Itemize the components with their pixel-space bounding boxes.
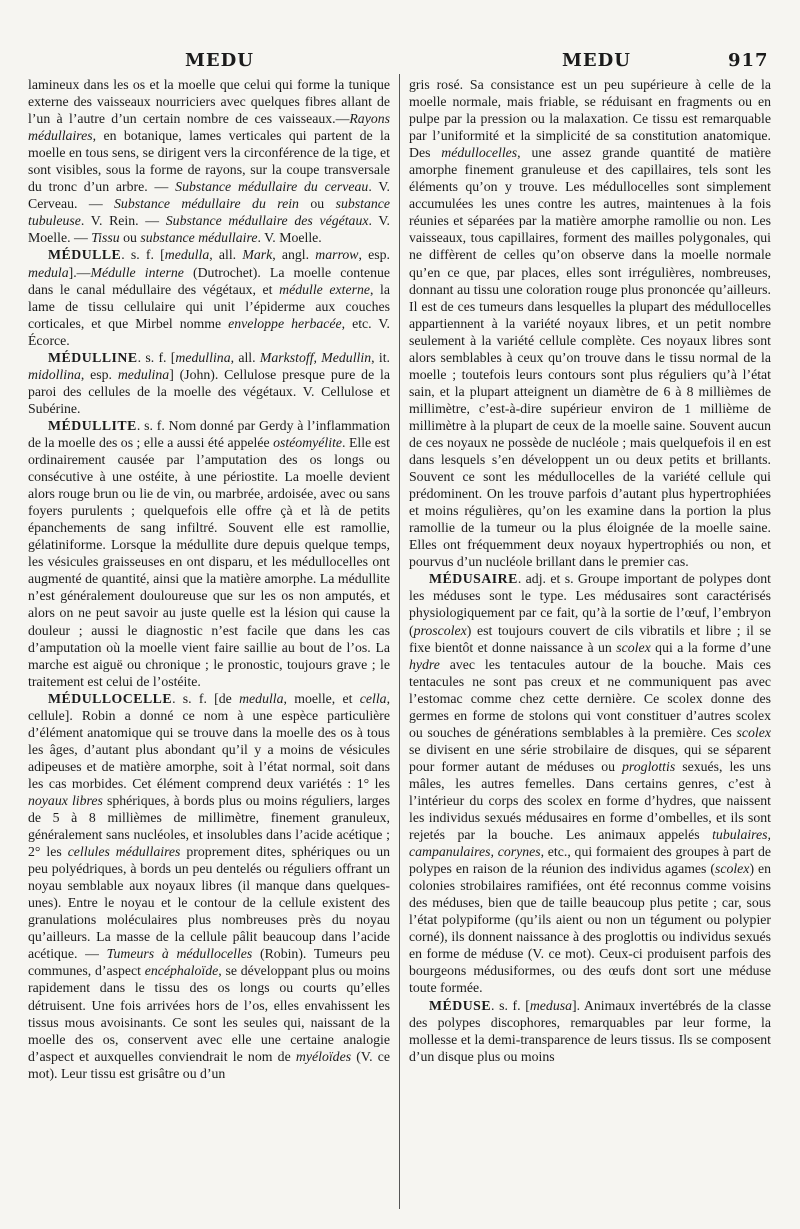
entry-medullocelle: MÉDULLOCELLE. s. f. [de medulla, moelle, et cella, cellule]. Robin a donné ce nom à une espèce particulière d’élément anatomique qui se trouve dans la moelle des os à tous les âges, d’autant plus abondant qu’il y a moins de vésicules adipeuses et de matière amorphe, soit à l’état normal, soit dans les cas morbides. Cet élément comprend deux variétés : 1° les noyaux libres sphériques, à bords plus ou moins réguliers, larges de 5 à 8 millièmes de millimètre, finement granuleux, généralement sans nucléoles, et insolubles dans l’acide acétique ; 2° les cellules médullaires proprement dites, sphériques ou un peu polyédriques, à bords un peu dentelés ou réguliers offrant un noyau semblable aux noyaux libres (il manque dans quelques-unes). Entre le noyau et le contour de la cellule existent des granulations moléculaires plus nombreuses près du noyau qu’ailleurs. La masse de la cellule pâlit beaucoup dans l’acide acétique. — Tumeurs à médullocelles (Robin). Tumeurs peu communes, d’aspect encéphaloïde, se développant plus ou moins rapidement dans le tissu des os longs ou courts qu’elles détruisent. Une fois arrivées hors de l’os, elles envahissent les tissus mous avoisinants. Ce sont les seules qui, naissant de la moelle des os, conservent avec elle une certaine analogie d’aspect et auxquelles conviendrait le nom de myéloïdes (V. ce mot). Leur tissu est grisâtre ou d’un: [28, 690, 391, 1081]
entry-meduse: MÉDUSE. s. f. [medusa]. Animaux invertébrés de la classe des polypes discophores, remarquables par leur forme, la mollesse et la demi-transparence de leurs tissus. Ils se composent d’un disque plus ou moins: [409, 997, 771, 1064]
entry-medulline: MÉDULLINE. s. f. [medullina, all. Markstoff, Medullin, it. midollina, esp. medulina] (John). Cellulose presque pure de la paroi des cellules de la moelle des végétaux. V. Cellulose et Subérine.: [28, 349, 390, 416]
headword: MÉDULLITE: [48, 417, 137, 433]
paragraph-continuation: gris rosé. Sa consistance est un peu supérieure à celle de la moelle normale, mais friable, se réduisant en fragments ou en pulpe par la pression ou la malaxation. Ce tissu est remarquable par l’uniformité et la simplicité de sa constitution anatomique. Des médullocelles, une assez grande quantité de matière amorphe finement granuleuse et des capillaires, tels sont les éléments qu’on y trouve. Les médullocelles sont simplement accumulées les unes contre les autres, maintenues à la fois réunies et séparées par la matière amorphe ramollie ou non. Les vaisseaux, tous capillaires, forment des mailles polygonales, qui ne diffèrent de celles qu’on observe dans la moelle normale qu’en ce que, par places, elles sont irrégulières, nombreuses, donnant au tissu une coloration rouge plus prononcée qu’ailleurs. Il est de ces tumeurs dans lesquelles la plupart des médullocelles appartiennent à la variété noyaux libres, et un petit nombre seulement à la variété cellule complète. Ces noyaux libres sont alors semblables à ceux qu’on trouve dans le tissu normal de la moelle ; toutefois leurs contours sont plus réguliers qu’à l’état sain, et la plupart atteignent un diamètre de 6 à 8 millièmes de millimètre, c’est-à-dire supérieur environ de 1 millième de millimètre à la plupart de ceux de la moelle saine. Souvent aucun de ces noyaux ne possède de nucléole ; mais quelquefois il en est dans lesquels s’en développent un ou deux petits et brillants. Souvent ce sont les médullocelles de la variété cellule qui prédominent. On les trouve parfois d’autant plus hypertrophiées et moins régulières, qu’on les examine dans la portion la plus ramollie de la tumeur ou la plus éloignée de la moelle saine. Elles ont fréquemment deux noyaux hypertrophiés ou non, et pourvus d’un nucléole brillant dans le premier cas.: [409, 77, 772, 570]
headword: MÉDUSE: [429, 997, 492, 1013]
column-divider: [399, 74, 400, 1209]
headword: MÉDULLINE: [48, 349, 138, 365]
headword: MÉDUSAIRE: [429, 571, 518, 587]
right-column: [409, 76, 771, 1065]
left-column: [28, 76, 390, 1082]
headword: MÉDULLE: [48, 247, 122, 263]
entry-medulle: MÉDULLE. s. f. [medulla, all. Mark, angl. marrow, esp. medula].—Médulle interne (Dutrochet). La moelle contenue dans le canal médullaire des végétaux, et médulle externe, la lame de tissu cellulaire qui unit l’épiderme aux couches corticales, et que Mirbel nomme enveloppe herbacée, etc. V. Écorce.: [28, 247, 391, 348]
entry-medullite: MÉDULLITE. s. f. Nom donné par Gerdy à l’inflammation de la moelle des os ; elle a aussi été appelée ostéomyélite. Elle est ordinairement causée par l’amputation des os longs ou consécutive à une ostéite, à une périostite. La moelle devient alors rouge brun ou lie de vin, ou marbrée, ardoisée, avec ou sans foyers purulents ; quelquefois elle offre çà et là de petits épanchements de sang infiltré. Souvent elle est ramollie, gélatiniforme. Lorsque la médullite dure depuis quelque temps, les vésicules graisseuses en ont disparu, et les médullocelles ont augmenté de quantité, ainsi que la matière amorphe. La médullite n’est généralement douloureuse que sur les os non amputés, et alors on ne peut savoir au juste quelle est la lésion qui cause la douleur ; aussi le diagnostic n’est facile que dans les cas d’amputation où la moelle vient faire saillie au bout de l’os. La marche est aiguë ou chronique ; le pronostic, toujours grave ; le traitement est celui de l’ostéite.: [28, 417, 390, 689]
entry-medusaire: MÉDUSAIRE. adj. et s. Groupe important de polypes dont les méduses sont le type. Les médusaires sont caractérisés physiologiquement par ce fait, qu’à la sortie de l’œuf, l’embryon (proscolex) est toujours couvert de cils vibratils et libre ; il se fixe bientôt et donne naissance à un scolex qui a la forme d’une hydre avec les tentacules autour de la bouche. Mais ces tentacules ne sont pas creux et ne communiquent pas avec l’estomac comme chez cette dernière. Ce scolex donne des germes en forme de stolons qui vont constituer d’autres scolex ou souches de générations semblables à la première. Ces scolex se divisent en une série strobilaire de disques, qui se séparent pour former autant de méduses ou proglottis sexués, les uns mâles, les autres femelles. Dans certains genres, c’est à l’intérieur du corps des scolex en forme d’hydres, que naissent les individus sexués médusaires en forme d’ombelles, et ils sont rejetés par la bouche. Les animaux appelés tubulaires, campanulaires, corynes, etc., qui formaient des groupes à part de polypes en raison de la réunion des individus agames (scolex) en colonies strobilaires ramifiées, ont été reconnus comme voisins des méduses, bien que de taille beaucoup plus petite ; car, sous l’état polypiforme (qu’ils aient ou non un tégument ou polypier corné), ils donnent naissance à des proglottis ou individus sexués en forme de méduse (V. ce mot). Ceux-ci produisent parfois des bourgeons médusiformes, ou des œufs dont sort une méduse toute formée.: [409, 571, 771, 996]
paragraph-continuation: lamineux dans les os et la moelle que celui qui forme la tunique externe des vaisseaux nourriciers avec quelques fibres allant de l’un à l’autre d’un certain nombre de ces vaisseaux.—Rayons médullaires, en botanique, lames verticales qui partent de la moelle en tous sens, se dirigent vers la circonférence de la tige, et sont visibles, sous la forme de rayons, sur la coupe transversale du tronc d’un arbre. — Substance médullaire du cerveau. V. Cerveau. — Substance médullaire du rein ou substance tubuleuse. V. Rein. — Substance médullaire des végétaux. V. Moelle. — Tissu ou substance médullaire. V. Moelle.: [28, 77, 390, 246]
running-head-center: MEDU: [562, 50, 631, 71]
page-number: 917: [728, 50, 769, 71]
running-head-left: MEDU: [185, 50, 254, 71]
headword: MÉDULLOCELLE: [48, 690, 173, 706]
